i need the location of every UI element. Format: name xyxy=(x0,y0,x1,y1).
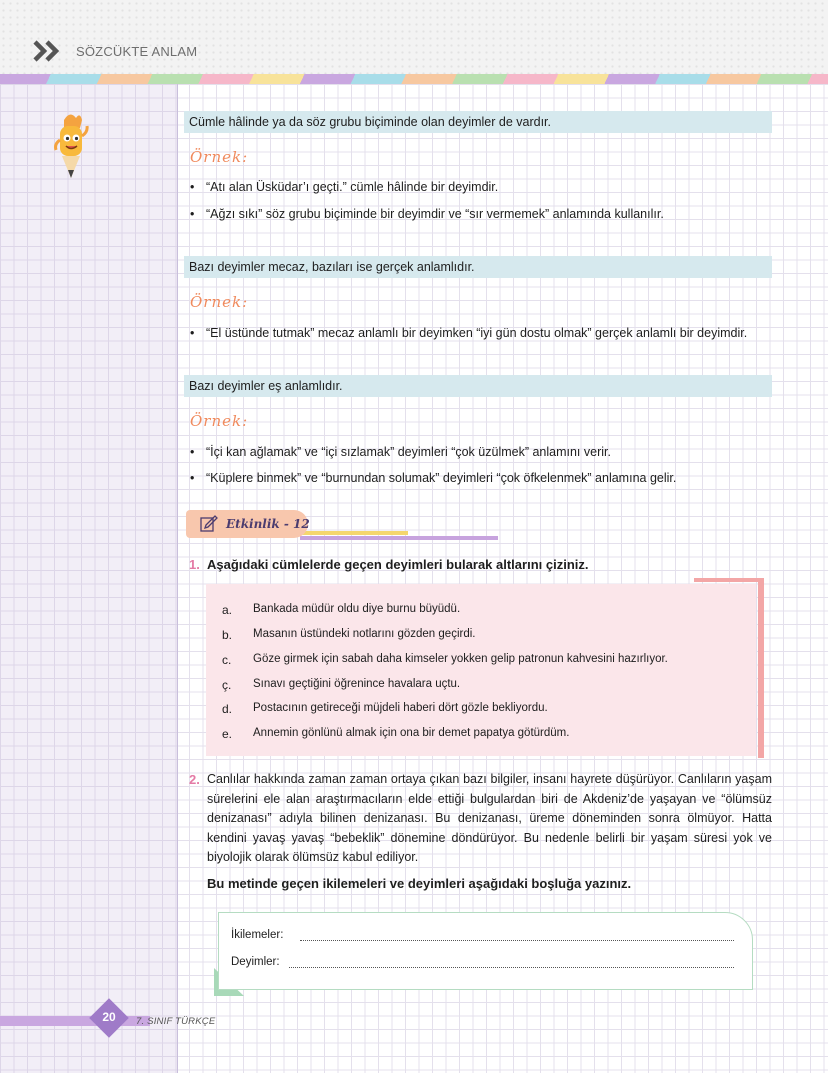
example-item: • “Atı alan Üsküdar’ı geçti.” cümle hâlinde bir deyimdir. xyxy=(190,180,499,194)
rule-box-2: Bazı deyimler mecaz, bazıları ise gerçek anlamlıdır. xyxy=(184,256,772,278)
item-letter: ç. xyxy=(222,678,232,692)
example-item: • “Ağzı sıkı” söz grubu biçiminde bir deyimdir ve “sır vermemek” anlamında kullanılır. xyxy=(190,207,664,221)
item-letter: e. xyxy=(222,727,233,741)
activity-label: Etkinlik - 12 xyxy=(226,517,310,531)
ikilemeler-answer-line[interactable] xyxy=(300,940,734,941)
sentence-item: Postacının getireceği müjdeli haberi dört gözle bekliyordu. xyxy=(253,702,548,714)
deyimler-label: Deyimler: xyxy=(231,956,280,968)
deyimler-answer-line[interactable] xyxy=(289,967,734,968)
color-stripe xyxy=(0,74,828,84)
sentence-item: Sınavı geçtiğini öğrenince havalara uçtu. xyxy=(253,678,461,690)
example-item: • “Küplere binmek” ve “burnundan solumak” deyimleri “çok öfkelenmek” anlamına gelir. xyxy=(190,471,677,485)
sentence-item: Masanın üstündeki notlarını gözden geçirdi. xyxy=(253,628,476,640)
rule-box-1: Cümle hâlinde ya da söz grubu biçiminde olan deyimler de vardır. xyxy=(184,111,772,133)
sentence-item: Göze girmek için sabah daha kimseler yokken gelip patronun kahvesini hazırlıyor. xyxy=(253,653,668,665)
rule-box-3: Bazı deyimler eş anlamlıdır. xyxy=(184,375,772,397)
question-1-text: Aşağıdaki cümlelerde geçen deyimleri bularak altlarını çiziniz. xyxy=(207,557,589,572)
page-header xyxy=(0,0,828,74)
question-number-2: 2. xyxy=(189,772,200,787)
bullet-icon: • xyxy=(190,471,195,485)
item-letter: b. xyxy=(222,628,233,642)
bullet-icon: • xyxy=(190,326,195,340)
question-2-instruction: Bu metinde geçen ikilemeleri ve deyimleri aşağıdaki boşluğa yazınız. xyxy=(207,876,632,891)
example-item: • “İçi kan ağlamak” ve “içi sızlamak” deyimleri “çok üzülmek” anlamını verir. xyxy=(190,445,611,459)
sentence-item: Annemin gönlünü almak için ona bir demet papatya götürdüm. xyxy=(253,727,570,739)
ikilemeler-label: İkilemeler: xyxy=(231,929,284,941)
answer-box xyxy=(218,912,753,990)
example-label-2: Örnek: xyxy=(190,293,249,311)
section-title: SÖZCÜKTE ANLAM xyxy=(76,44,198,59)
sentence-item: Bankada müdür oldu diye burnu büyüdü. xyxy=(253,603,461,615)
book-title: 7. SINIF TÜRKÇE xyxy=(136,1016,216,1027)
example-label-1: Örnek: xyxy=(190,148,249,166)
left-margin xyxy=(0,84,178,1073)
activity-underline-yellow xyxy=(300,531,408,535)
example-label-3: Örnek: xyxy=(190,412,249,430)
question-2-paragraph: Canlılar hakkında zaman zaman ortaya çıkan bazı bilgiler, insanı hayrete düşürüyor. Canlıların yaşam sürelerini ele alan araştırmacıların elde ettiği bulgulardan biri de Akdeniz’de yaşayan ve “ölümsüz denizanası” adıyla bilinen denizanası. Bu denizanası, üreme döneminden sonra ölmüyor. Hatta kendini yavaş yavaş “bebeklik” dönemine döndürüyor. Bu nedenle belirli bir yaşam süresi yok ve biyolojik olarak ölümsüz kabul ediliyor. xyxy=(207,772,772,864)
example-item: • “El üstünde tutmak” mecaz anlamlı bir deyimken “iyi gün dostu olmak” gerçek anlamlı bir deyimdir. xyxy=(190,326,748,340)
pencil-paper-icon xyxy=(198,513,218,533)
item-letter: c. xyxy=(222,653,232,667)
page-number: 20 xyxy=(102,1010,116,1024)
double-chevron-right-icon xyxy=(33,40,61,62)
bullet-icon: • xyxy=(190,207,195,221)
bullet-icon: • xyxy=(190,180,195,194)
bullet-icon: • xyxy=(190,445,195,459)
item-letter: d. xyxy=(222,702,233,716)
pencil-mascot-icon xyxy=(50,110,94,184)
item-letter: a. xyxy=(222,603,233,617)
activity-underline-purple xyxy=(300,536,498,540)
question-number-1: 1. xyxy=(189,557,200,572)
